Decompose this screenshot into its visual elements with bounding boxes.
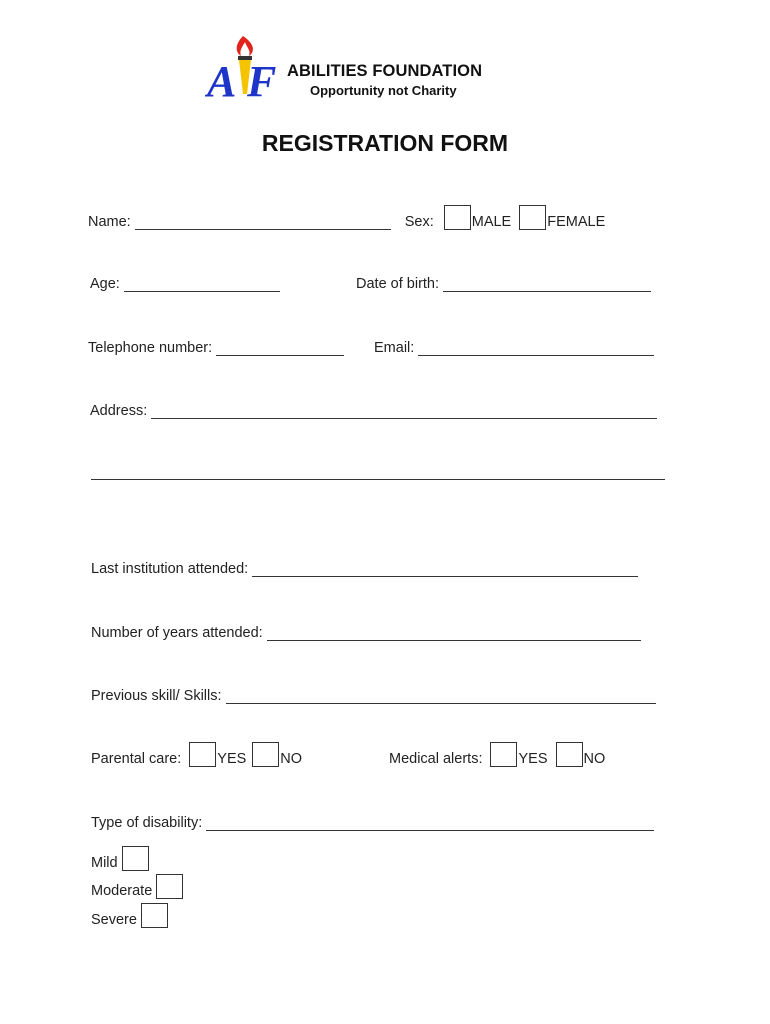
age-input-line[interactable] [124,279,280,292]
medical-alerts-label: Medical alerts: [389,751,483,767]
mild-label: Mild [91,855,118,871]
parental-care-yes-checkbox[interactable] [189,742,216,767]
email-label: Email: [374,340,415,356]
male-label: MALE [471,214,512,230]
medical-alerts-yes-checkbox[interactable] [490,742,517,767]
parental-care-label: Parental care: [91,751,182,767]
male-checkbox[interactable] [444,205,471,230]
age-label: Age: [90,276,120,292]
severe-label: Severe [91,912,137,928]
previous-skills-input-line[interactable] [226,691,656,704]
svg-text:A: A [207,57,237,104]
disability-type-input-line[interactable] [206,818,654,831]
address-label: Address: [90,403,148,419]
torch-logo-icon [205,32,295,104]
organization-tagline: Opportunity not Charity [310,83,457,98]
svg-text:F: F [247,57,277,104]
email-input-line[interactable] [418,343,654,356]
sex-label: Sex: [404,214,434,230]
logo [205,32,505,104]
name-label: Name: [88,214,131,230]
last-institution-label: Last institution attended: [91,561,249,577]
address-input-line[interactable] [151,406,657,419]
address-continuation-line[interactable] [91,467,665,480]
parental-care-yes-label: YES [217,751,247,767]
parental-care-no-label: NO [280,751,303,767]
telephone-input-line[interactable] [216,343,344,356]
years-attended-input-line[interactable] [267,628,641,641]
disability-type-label: Type of disability: [91,815,203,831]
moderate-checkbox[interactable] [156,874,183,899]
female-checkbox[interactable] [519,205,546,230]
dob-input-line[interactable] [443,279,651,292]
medical-alerts-no-checkbox[interactable] [556,742,583,767]
moderate-label: Moderate [91,883,153,899]
mild-checkbox[interactable] [122,846,149,871]
medical-alerts-no-label: NO [583,751,606,767]
last-institution-input-line[interactable] [252,564,638,577]
telephone-label: Telephone number: [88,340,213,356]
years-attended-label: Number of years attended: [91,625,263,641]
female-label: FEMALE [547,214,606,230]
organization-name: ABILITIES FOUNDATION [287,62,483,80]
previous-skills-label: Previous skill/ Skills: [91,688,222,704]
medical-alerts-yes-label: YES [518,751,548,767]
name-input-line[interactable] [135,217,391,230]
form-title: REGISTRATION FORM [261,130,509,156]
dob-label: Date of birth: [356,276,440,292]
parental-care-no-checkbox[interactable] [252,742,279,767]
severe-checkbox[interactable] [141,903,168,928]
